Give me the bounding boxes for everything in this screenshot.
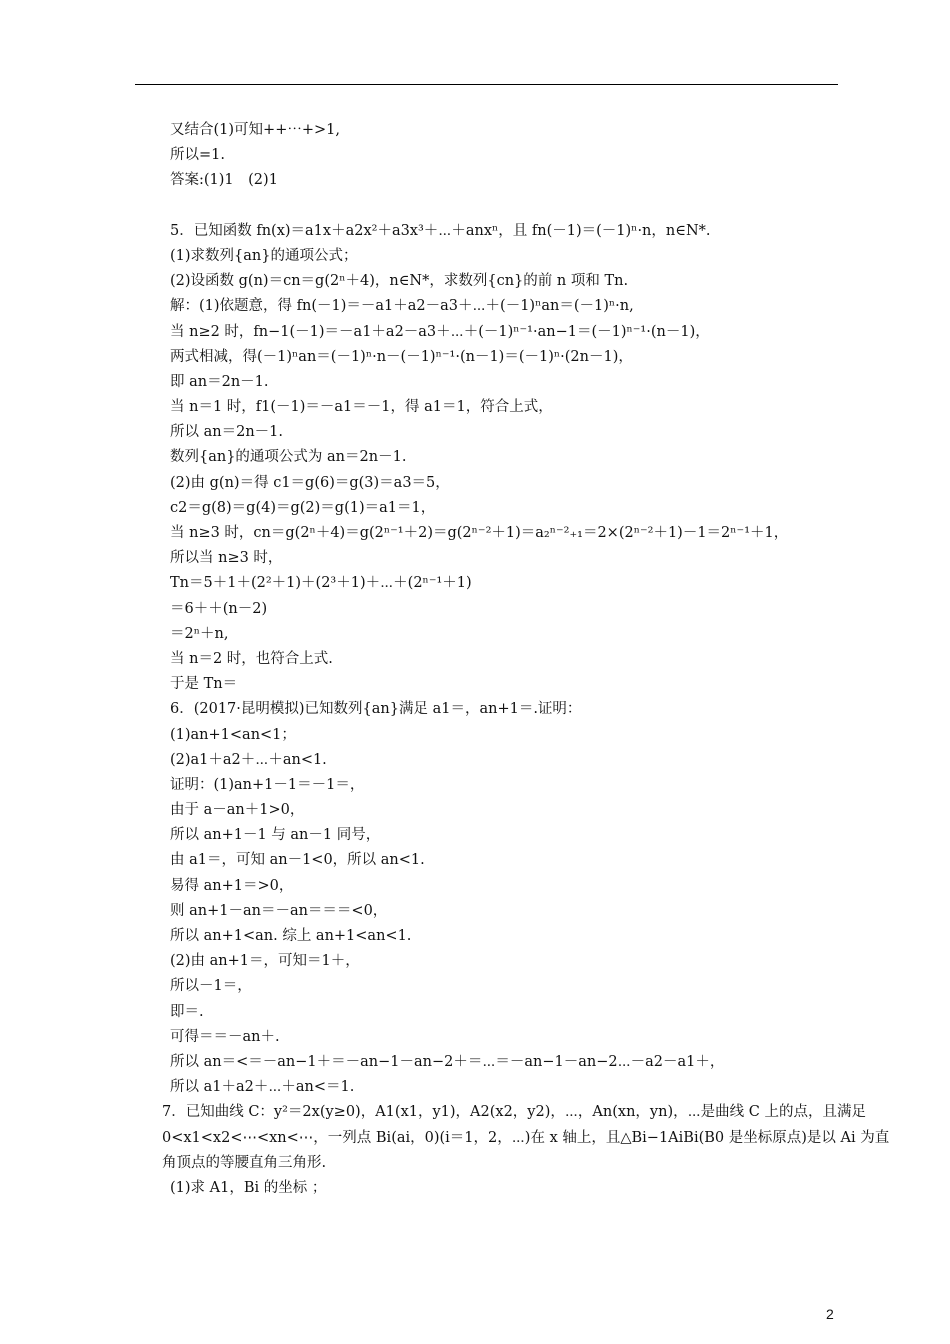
problem-5-statement: 5．已知函数 fn(x)＝a1x＋a2x²＋a3x³＋⋯＋anxⁿ，且 fn(－1)＝(－1)ⁿ·n，n∈N*. [170,222,711,239]
text-line: ＝2ⁿ＋n, [170,625,229,642]
text-line: 又结合(1)可知++⋯+>1, [170,122,340,138]
text-line: 两式相减，得(－1)ⁿan＝(－1)ⁿ·n－(－1)ⁿ⁻¹·(n－1)＝(－1)ⁿ·(2n－1)， [170,348,633,365]
page-number: 2 [826,1306,834,1322]
text-line: 当 n≥2 时，fn−1(－1)＝－a1＋a2－a3＋⋯＋(－1)ⁿ⁻¹·an−1＝(－1)ⁿ⁻¹·(n－1)， [170,323,710,340]
answer-line: 答案:(1)1 (2)1 [170,172,278,189]
text-line: (2)设函数 g(n)＝cn＝g(2ⁿ＋4)，n∈N*，求数列{cn}的前 n 项和 Tn. [170,273,629,290]
text-line: 0<x1<x2<⋯<xn<⋯，一列点 Bi(ai，0)(i＝1，2，⋯)在 x 轴上，且△Bi−1AiBi(B0 是坐标原点)是以 Ai 为直 [162,1129,890,1146]
text-line: 所以 an+1<an. 综上 an+1<an<1. [170,928,412,944]
text-line: 当 n≥3 时，cn＝g(2ⁿ＋4)＝g(2ⁿ⁻¹＋2)＝g(2ⁿ⁻²＋1)＝a₂ⁿ⁻²₊₁＝2×(2ⁿ⁻²＋1)－1＝2ⁿ⁻¹＋1， [170,525,789,541]
text-line: ＝6＋＋(n－2) [170,600,268,617]
text-line: 所以 an+1－1 与 an－1 同号， [170,827,381,844]
text-line: 可得＝＝－an＋. [170,1028,280,1045]
blank-line [170,194,840,219]
text-line: 数列{an}的通项公式为 an＝2n－1. [170,449,407,466]
text-line: (1)求 A1，Bi 的坐标 ； [170,1179,327,1196]
text-line: 由 a1＝，可知 an－1<0，所以 an<1. [170,852,425,869]
text-line: 当 n＝1 时，f1(－1)＝－a1＝－1，得 a1＝1，符合上式， [170,399,553,416]
text-line: 于是 Tn＝ [170,676,238,693]
problem-6-statement: 6．(2017·昆明模拟)已知数列{an}满足 a1＝，an+1＝.证明： [170,701,582,718]
text-line: (1)an+1<an<1； [170,726,296,743]
text-line: 易得 an+1＝>0， [170,877,294,894]
text-line: 即＝. [170,1003,204,1020]
text-line: (2)由 an+1＝，可知＝1＋， [170,953,360,970]
text-line: 解：(1)依题意，得 fn(－1)＝－a1＋a2－a3＋⋯＋(－1)ⁿan＝(－1)ⁿ·n, [170,298,634,315]
text-line: (1)求数列{an}的通项公式； [170,247,358,264]
text-line: 证明：(1)an+1－1＝－1＝， [170,776,365,793]
text-line: Tn＝5＋1＋(2²＋1)＋(2³＋1)＋⋯＋(2ⁿ⁻¹＋1) [170,575,472,592]
text-line: 所以－1＝， [170,978,252,995]
text-line: 所以当 n≥3 时， [170,550,283,567]
text-line: (2)a1＋a2＋⋯＋an<1. [170,751,327,768]
text-line: c2＝g(8)＝g(4)＝g(2)＝g(1)＝a1＝1， [170,499,436,516]
text-line: 则 an+1－an＝－an＝＝＝<0， [170,902,388,919]
problem-7-statement: 7．已知曲线 C：y²＝2x(y≥0)，A1(x1，y1)，A2(x2，y2)，⋯，An(xn，yn)，⋯是曲线 C 上的点，且满足 [162,1104,866,1121]
text-line: 所以 a1＋a2＋⋯＋an<＝1. [170,1079,355,1096]
text-line: 所以 an＝<＝－an−1＋＝－an−1－an−2＋＝⋯＝－an−1－an−2⋯－a2－a1＋， [170,1053,725,1070]
text-line: (2)由 g(n)＝得 c1＝g(6)＝g(3)＝a3＝5， [170,474,450,491]
text-line: 角顶点的等腰直角三角形. [162,1154,327,1171]
text-line: 当 n＝2 时，也符合上式. [170,650,333,667]
text-line: 所以=1. [170,147,225,164]
document-body [162,118,890,1201]
header-rule [135,84,838,85]
text-line: 由于 a－an＋1>0， [170,802,305,819]
text-line: 所以 an＝2n－1. [170,424,283,441]
text-line: 即 an＝2n－1. [170,373,269,390]
